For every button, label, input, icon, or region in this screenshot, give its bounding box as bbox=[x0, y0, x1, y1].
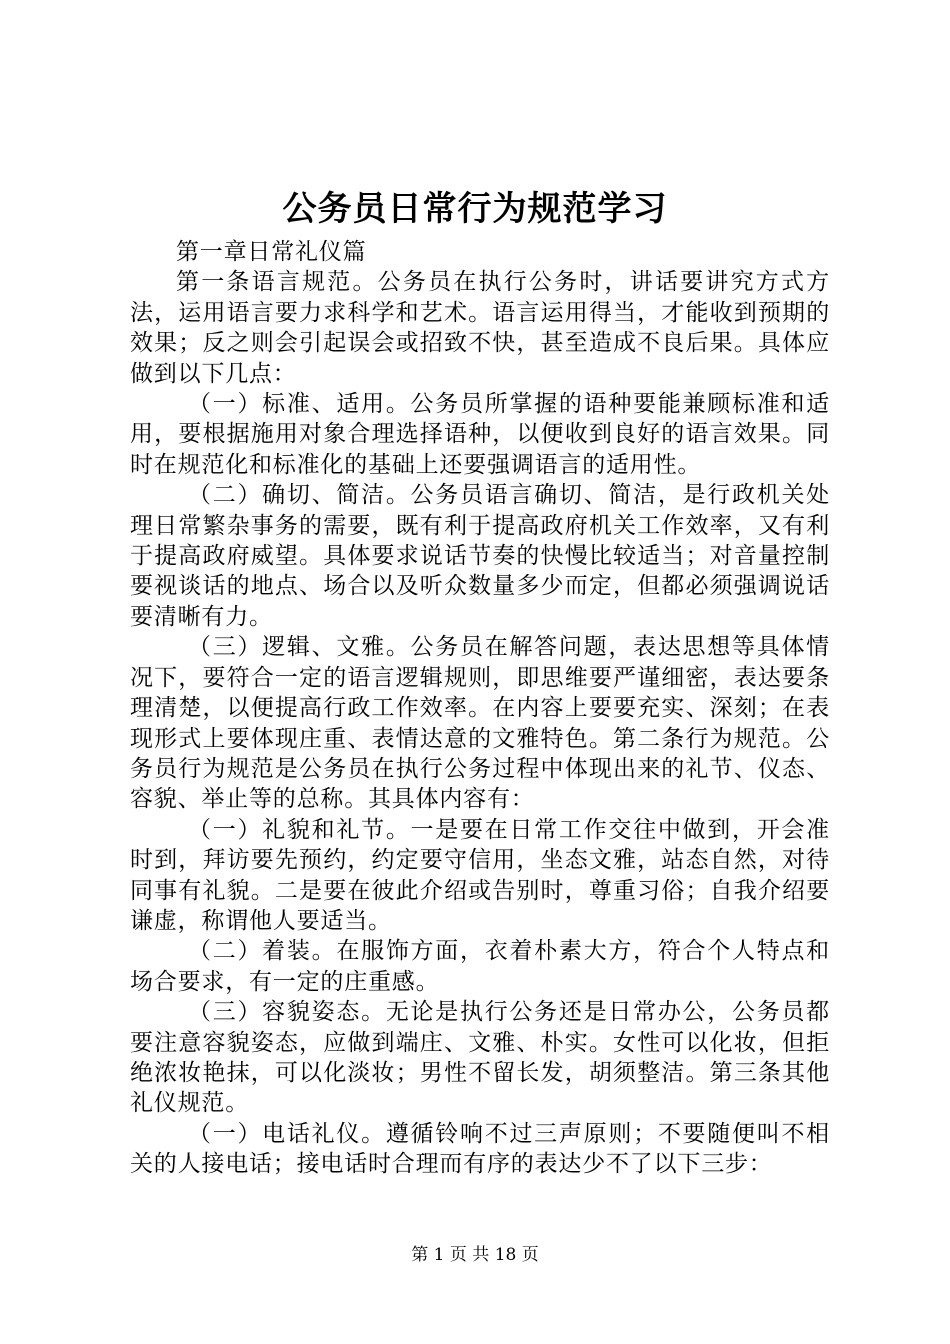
paragraph-6: （一）礼貌和礼节。一是要在日常工作交往中做到，开会准时到，拜访要先预约，约定要守信用，坐态文雅，站态自然，对待同事有礼貌。二是要在彼此介绍或告别时，尊重习俗；自我介绍要谦虚，称谓他人要适当。 bbox=[130, 816, 830, 934]
paragraph-1: 第一章日常礼仪篇 bbox=[176, 239, 367, 265]
document-body bbox=[130, 237, 830, 1180]
paragraph-7: （二）着装。在服饰方面，衣着朴素大方，符合个人特点和场合要求，有一定的庄重感。 bbox=[130, 938, 830, 995]
paragraph-9: （一）电话礼仪。遵循铃响不过三声原则；不要随便叫不相关的人接电话；接电话时合理而有序的表达少不了以下三步： bbox=[130, 1120, 830, 1178]
document-title: 公务员日常行为规范学习 bbox=[282, 189, 668, 229]
paragraph-3: （一）标准、适用。公务员所掌握的语种要能兼顾标准和适用，要根据施用对象合理选择语种，以便收到良好的语言效果。同时在规范化和标准化的基础上还要强调语言的适用性。 bbox=[130, 391, 830, 478]
paragraph-5: （三）逻辑、文雅。公务员在解答问题，表达思想等具体情况下，要符合一定的语言逻辑规则，即思维要严谨细密，表达要条理清楚，以便提高行政工作效率。在内容上要要充实、深刻；在表现形式上要体现庄重、表情达意的文雅特色。第二条行为规范。公务员行为规范是公务员在执行公务过程中体现出来的礼节、仪态、容貌、举止等的总称。其具体内容有： bbox=[130, 634, 830, 813]
paragraph-4: （二）确切、简洁。公务员语言确切、简洁，是行政机关处理日常繁杂事务的需要，既有利于提高政府机关工作效率，又有利于提高政府威望。具体要求说话节奏的快慢比较适当；对音量控制要视谈话的地点、场合以及听众数量多少而定，但都必须强调说话要清晰有力。 bbox=[130, 482, 830, 630]
page-footer: 第 1 页 共 18 页 bbox=[411, 1245, 539, 1265]
paragraph-2: 第一条语言规范。公务员在执行公务时，讲话要讲究方式方法，运用语言要力求科学和艺术。语言运用得当，才能收到预期的效果；反之则会引起误会或招致不快，甚至造成不良后果。具体应做到以下几点： bbox=[130, 269, 830, 387]
paragraph-8: （三）容貌姿态。无论是执行公务还是日常办公，公务员都要注意容貌姿态，应做到端庄、文雅、朴实。女性可以化妆，但拒绝浓妆艳抹，可以化淡妆；男性不留长发，胡须整洁。第三条其他礼仪规范。 bbox=[130, 999, 830, 1117]
